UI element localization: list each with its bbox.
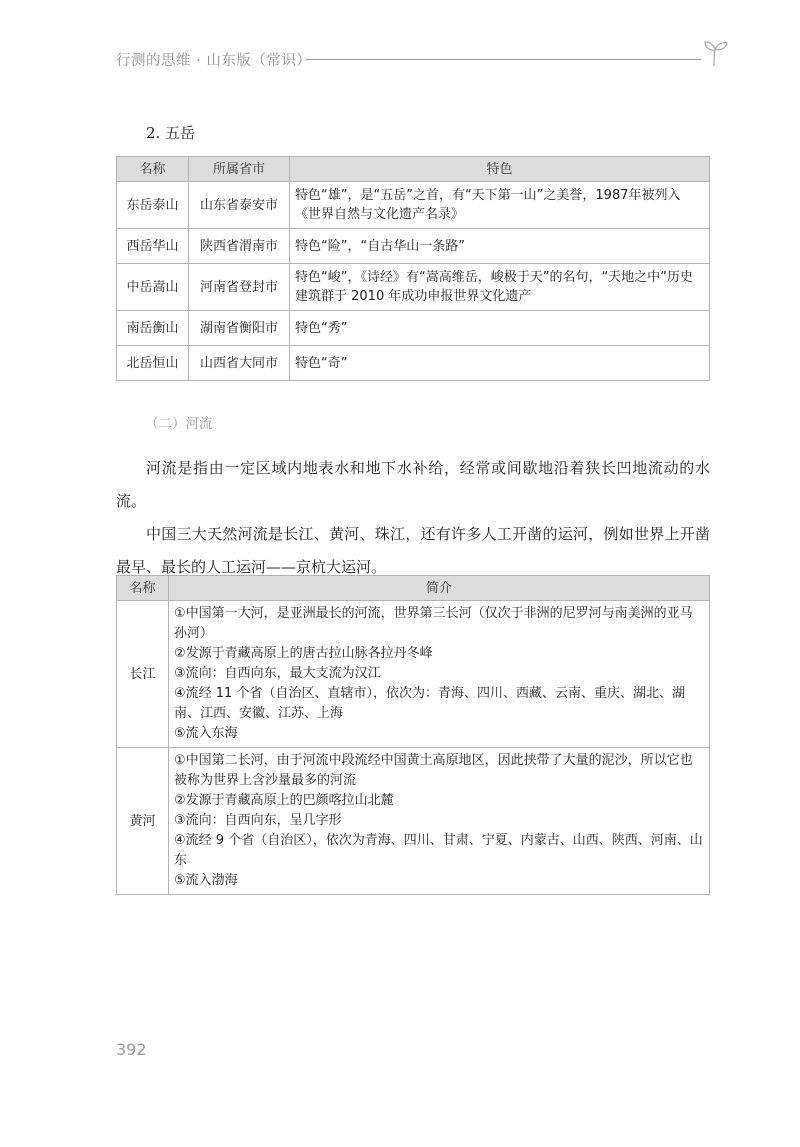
- river-intro-line: ③流向：自西向东，呈几字形: [174, 813, 342, 828]
- mountain-province: 山东省泰安市: [189, 182, 290, 229]
- mountain-name: 西岳华山: [117, 229, 189, 264]
- subheading-rivers: （二）河流: [145, 416, 213, 432]
- river-intro-line: ②发源于青藏高原上的巴颜喀拉山北麓: [174, 793, 394, 808]
- mountain-province: 陕西省渭南市: [189, 229, 290, 264]
- column-header-name: 名称: [117, 157, 189, 182]
- mountain-name: 南岳衡山: [117, 311, 189, 346]
- river-name: 黄河: [117, 748, 169, 895]
- river-intro-line: ②发源于青藏高原上的唐古拉山脉各拉丹冬峰: [174, 646, 433, 661]
- river-intro: [169, 748, 710, 895]
- mountain-province: 山西省大同市: [189, 346, 290, 381]
- river-intro-line: ④流经 11 个省（自治区、直辖市），依次为：青海、四川、西藏、云南、重庆、湖北、湖南、江西、安徽、江苏、上海: [174, 686, 685, 721]
- mountain-name: 中岳嵩山: [117, 264, 189, 311]
- rivers-table: [116, 575, 710, 895]
- river-intro-line: ①中国第一大河，是亚洲最长的河流，世界第三长河（仅次于非洲的尼罗河与南美洲的亚马孙河）: [174, 606, 693, 641]
- river-intro-line: ④流经 9 个省（自治区），依次为青海、四川、甘肃、宁夏、内蒙古、山西、陕西、河南、山东: [174, 833, 703, 868]
- five-mountains-table: [116, 156, 710, 381]
- mountain-feature: 特色“险”，“自古华山一条路”: [290, 229, 710, 264]
- mountain-province: 河南省登封市: [189, 264, 290, 311]
- mountain-feature: 特色“秀”: [290, 311, 710, 346]
- river-intro: [169, 601, 710, 748]
- column-header-name: 名称: [117, 576, 169, 601]
- table-row: [117, 229, 710, 264]
- header-rule: [306, 59, 701, 60]
- table-row: [117, 346, 710, 381]
- table-header-row: [117, 576, 710, 601]
- river-intro-line: ①中国第二长河，由于河流中段流经中国黄土高原地区，因此挟带了大量的泥沙，所以它也被称为世界上含沙量最多的河流: [174, 753, 693, 788]
- mountain-name: 北岳恒山: [117, 346, 189, 381]
- paragraph-river-definition: 河流是指由一定区域内地表水和地下水补给，经常或间歇地沿着狭长凹地流动的水流。: [116, 459, 710, 510]
- mountain-feature: 特色“奇”: [290, 346, 710, 381]
- mountain-name: 东岳泰山: [117, 182, 189, 229]
- table-header-row: [117, 157, 710, 182]
- column-header-intro: 简介: [169, 576, 710, 601]
- river-intro-line: ⑤流入东海: [174, 726, 238, 741]
- mountain-province: 湖南省衡阳市: [189, 311, 290, 346]
- river-name: 长江: [117, 601, 169, 748]
- table-row: [117, 601, 710, 748]
- column-header-feature: 特色: [290, 157, 710, 182]
- river-intro-line: ③流向：自西向东，最大支流为汉江: [174, 666, 381, 681]
- table-row: [117, 748, 710, 895]
- column-header-province: 所属省市: [189, 157, 290, 182]
- mountain-feature: 特色“雄”，是“五岳”之首，有“天下第一山”之美誉，1987年被列入《世界自然与文化遗产名录》: [290, 182, 710, 229]
- section-title-five-mountains: 2. 五岳: [146, 124, 196, 142]
- river-intro-line: ⑤流入渤海: [174, 873, 238, 888]
- sprout-icon: [699, 38, 729, 68]
- paragraph-major-rivers: 中国三大天然河流是长江、黄河、珠江，还有许多人工开凿的运河，例如世界上开凿最早、最长的人工运河——京杭大运河。: [116, 525, 710, 576]
- mountain-feature: 特色“峻”，《诗经》有“嵩高维岳，峻极于天”的名句，“天地之中”历史建筑群于 2010 年成功申报世界文化遗产: [290, 264, 710, 311]
- running-header-title: 行测的思维 · 山东版（常识）: [116, 53, 312, 69]
- table-row: [117, 311, 710, 346]
- table-row: [117, 182, 710, 229]
- page-number: 392: [116, 1040, 147, 1059]
- running-header: [116, 46, 716, 74]
- table-row: [117, 264, 710, 311]
